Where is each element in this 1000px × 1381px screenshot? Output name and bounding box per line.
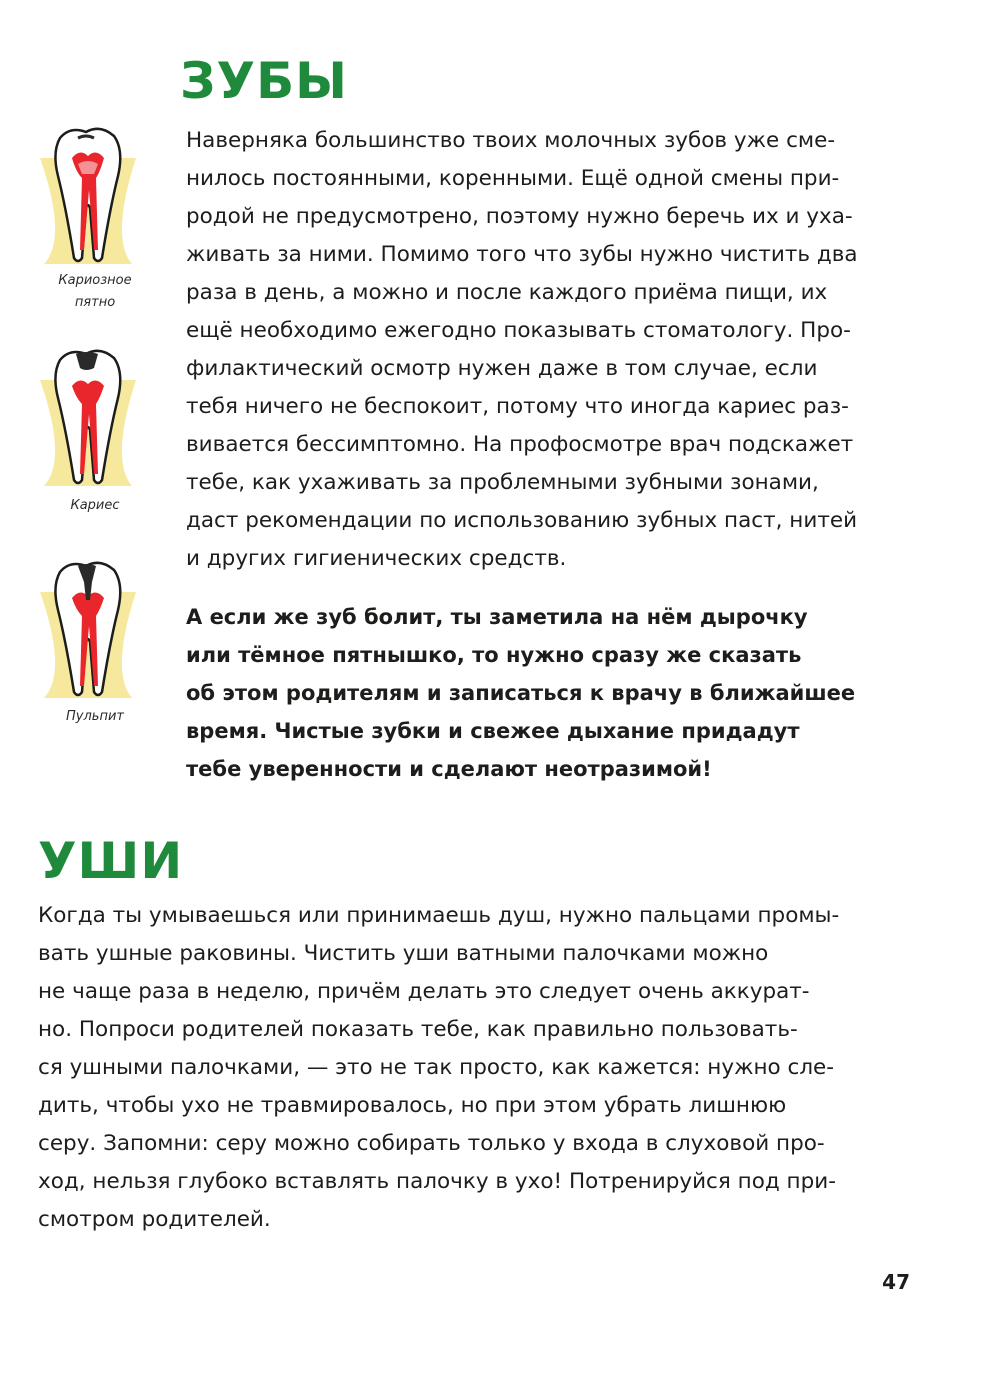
bold-text-line: время. Чистые зубки и свежее дыхание придадут	[186, 719, 800, 743]
text-line: даст рекомендации по использованию зубных паст, нитей	[186, 508, 858, 533]
text-line: родой не предусмотрено, поэтому нужно беречь их и уха-	[186, 204, 853, 229]
text-line: раза в день, а можно и после каждого приёма пищи, их	[186, 280, 828, 305]
text-line: ся ушными палочками, — это не так просто, как кажется: нужно сле-	[38, 1055, 835, 1080]
text-line: живать за ними. Помимо того что зубы нужно чистить два	[186, 242, 858, 267]
teeth-section-title: ЗУБЫ	[180, 52, 348, 110]
bold-text-line: об этом родителям и записаться к врачу в ближайшее	[186, 681, 856, 705]
caption-line: Кариозное	[58, 273, 132, 288]
text-line: и других гигиенических средств.	[186, 546, 567, 571]
bold-text-line: тебе уверенности и сделают неотразимой!	[186, 757, 712, 781]
tooth-icon	[38, 552, 138, 702]
page-number: 47	[882, 1270, 910, 1294]
tooth-caption-caries	[30, 495, 160, 517]
tooth-caption-carious-spot	[30, 270, 160, 314]
text-line: ещё необходимо ежегодно показывать стоматологу. Про-	[186, 318, 851, 343]
text-line: Когда ты умываешься или принимаешь душ, нужно пальцами промы-	[38, 903, 840, 928]
text-line: но. Попроси родителей показать тебе, как правильно пользовать-	[38, 1017, 798, 1042]
text-line: не чаще раза в неделю, причём делать это следует очень аккурат-	[38, 979, 810, 1004]
text-line: дить, чтобы ухо не травмировалось, но при этом убрать лишнюю	[38, 1093, 787, 1118]
teeth-paragraph	[186, 122, 902, 578]
tooth-caption-pulpitis	[30, 706, 160, 728]
tooth-carious-spot-illustration	[38, 118, 138, 268]
text-line: вать ушные раковины. Чистить уши ватными палочками можно	[38, 941, 769, 966]
tooth-icon	[38, 340, 138, 490]
text-line: Наверняка большинство твоих молочных зубов уже сме-	[186, 128, 836, 153]
caption-line: пятно	[74, 295, 116, 310]
text-line: филактический осмотр нужен даже в том случае, если	[186, 356, 818, 381]
bold-text-line: А если же зуб болит, ты заметила на нём дырочку	[186, 605, 808, 629]
tooth-icon	[38, 118, 138, 268]
bold-text-line: или тёмное пятнышко, то нужно сразу же сказать	[186, 643, 802, 667]
text-line: тебя ничего не беспокоит, потому что иногда кариес раз-	[186, 394, 849, 419]
text-line: нилось постоянными, коренными. Ещё одной смены при-	[186, 166, 840, 191]
caption-line: Пульпит	[66, 709, 124, 724]
text-line: вивается бессимптомно. На профосмотре врач подскажет	[186, 432, 854, 457]
tooth-pulpitis-illustration	[38, 552, 138, 702]
text-line: серу. Запомни: серу можно собирать только у входа в слуховой про-	[38, 1131, 825, 1156]
text-line: смотром родителей.	[38, 1207, 271, 1232]
teeth-bold-advice	[186, 598, 902, 788]
text-line: ход, нельзя глубоко вставлять палочку в ухо! Потренируйся под при-	[38, 1169, 836, 1194]
caption-line: Кариес	[70, 498, 120, 513]
ears-section-title: УШИ	[38, 832, 184, 890]
text-line: тебе, как ухаживать за проблемными зубными зонами,	[186, 470, 819, 495]
tooth-caries-illustration	[38, 340, 138, 490]
ears-paragraph	[38, 897, 902, 1239]
